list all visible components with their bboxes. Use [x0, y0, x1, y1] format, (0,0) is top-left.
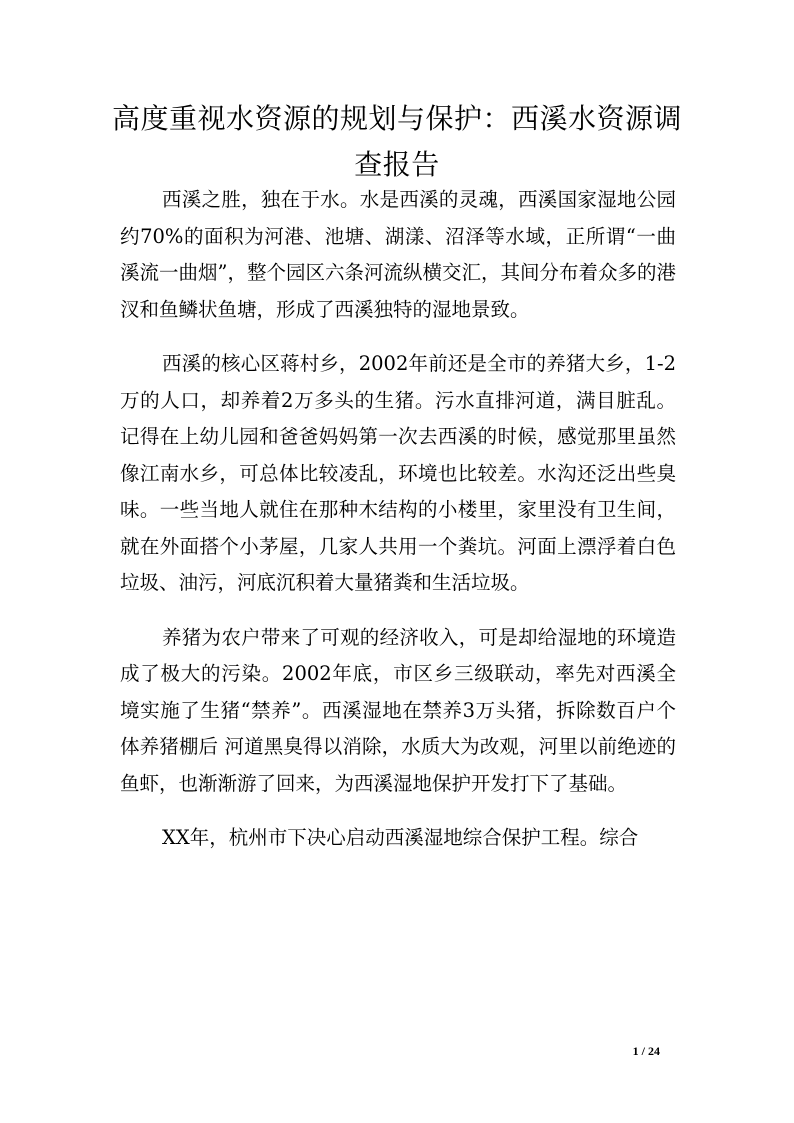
document-body	[120, 182, 676, 857]
paragraph-3: 养猪为农户带来了可观的经济收入，可是却给湿地的环境造成了极大的污染。2002年底，市区乡三级联动，率先对西溪全境实施了生猪“禁养”。西溪湿地在禁养3万头猪，拆除数百户个体养猪棚后 河道黑臭得以消除，水质大为改观，河里以前绝迹的鱼虾，也渐渐游了回来，为西溪湿地保护开发打下了基础。	[120, 625, 676, 795]
page-number: 1 / 24	[632, 1044, 660, 1058]
document-title: 高度重视水资源的规划与保护：西溪水资源调查报告	[111, 102, 682, 181]
paragraph-4: XX年，杭州市下决心启动西溪湿地综合保护工程。综合	[162, 826, 639, 849]
paragraph-2: 西溪的核心区蒋村乡，2002年前还是全市的养猪大乡，1-2万的人口，却养着2万多头的生猪。污水直排河道，满目脏乱。记得在上幼儿园和爸爸妈妈第一次去西溪的时候，感觉那里虽然像江南水乡，可总体比较凌乱，环境也比较差。水沟还泛出些臭味。一些当地人就住在那种木结构的小楼里，家里没有卫生间，就在外面搭个小茅屋，几家人共用一个粪坑。河面上漂浮着白色垃圾、油污，河底沉积着大量猪粪和生活垃圾。	[120, 352, 676, 594]
paragraph-1: 西溪之胜，独在于水。水是西溪的灵魂，西溪国家湿地公园约70%的面积为河港、池塘、湖漾、沼泽等水域，正所谓“一曲溪流一曲烟”，整个园区六条河流纵横交汇，其间分布着众多的港汊和鱼鳞状鱼塘，形成了西溪独特的湿地景致。	[120, 188, 676, 321]
